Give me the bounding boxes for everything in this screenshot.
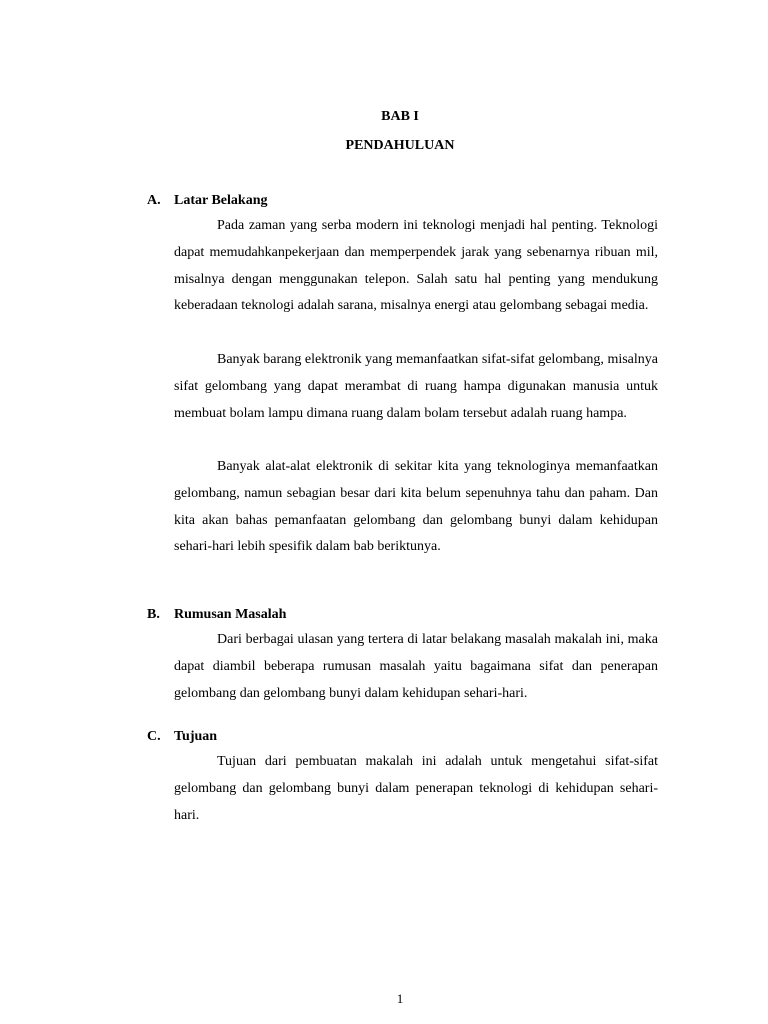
section-heading-rumusan-masalah: [147, 606, 286, 624]
section-letter: A.: [147, 193, 161, 208]
paragraph: Pada zaman yang serba modern ini teknologi menjadi hal penting. Teknologi dapat memudahkanpekerjaan dan memperpendek jarak yang sebenarnya ribuan mil, misalnya dengan menggunakan telepon. Salah satu hal penting yang mendukung keberadaan teknologi adalah sarana, misalnya energi atau gelombang sebagai media.: [174, 218, 658, 314]
chapter-label: BAB I: [381, 109, 419, 124]
section-title: Rumusan Masalah: [174, 607, 287, 622]
section-title: Tujuan: [174, 729, 218, 744]
paragraph: Banyak alat-alat elektronik di sekitar kita yang teknologinya memanfaatkan gelombang, namun sebagian besar dari kita belum sepenuhnya tahu dan paham. Dan kita akan bahas pemanfaatan gelombang dan gelombang bunyi dalam kehidupan sehari-hari lebih spesifik dalam bab beriktunya.: [174, 459, 658, 555]
section-letter: C.: [147, 729, 161, 744]
chapter-title: PENDAHULUAN: [345, 138, 455, 153]
paragraph: Banyak barang elektronik yang memanfaatkan sifat-sifat gelombang, misalnya sifat gelombang yang dapat merambat di ruang hampa digunakan manusia untuk membuat bolam lampu dimana ruang dalam bolam tersebut adalah ruang hampa.: [174, 352, 658, 421]
section-heading-latar-belakang: [147, 192, 267, 210]
paragraph: Dari berbagai ulasan yang tertera di latar belakang masalah makalah ini, maka dapat diambil beberapa rumusan masalah yaitu bagaimana sifat dan penerapan gelombang dan gelombang bunyi dalam kehidupan sehari-hari.: [174, 632, 658, 701]
section-letter: B.: [147, 607, 160, 622]
section-title: Latar Belakang: [174, 193, 268, 208]
page-number: 1: [396, 991, 404, 1006]
section-heading-tujuan: [147, 728, 217, 746]
paragraph: Tujuan dari pembuatan makalah ini adalah untuk mengetahui sifat-sifat gelombang dan gelombang bunyi dalam penerapan teknologi di kehidupan sehari-hari.: [174, 754, 658, 823]
